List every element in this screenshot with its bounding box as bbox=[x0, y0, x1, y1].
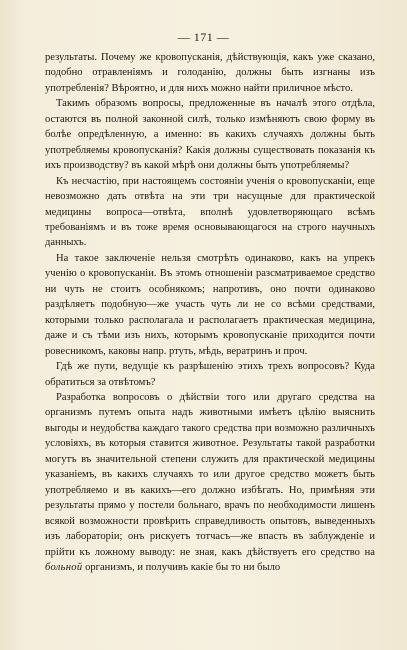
paragraph-6-text-before: Разработка вопросовъ о дѣйствіи того или другаго средства на организмъ путемъ опыта надъ животными имѣетъ цѣлію выяснить выгоды и неудобства каждаго такого средства при возможно различныхъ условіяхъ, въ которыя ставится животное. Результаты такой разработки могутъ въ значительной степени служить для практической медицины указаніемъ, въ какихъ случаяхъ то или другое средство можетъ быть употребляемо и въ какихъ—его должно избѣгать. Но, примѣняя эти результаты прямо у постели больнаго, врачъ по необходимости лишенъ всякой возможности провѣрить справедливость опытовъ, выведенныхъ изъ лабораторіи; онъ рискуетъ тотчасъ—же впасть въ заблужденіе и прійти къ ложному выводу: не зная, какъ дѣйствуетъ его средство на bbox=[45, 391, 375, 558]
paragraph-1: результаты. Почему же кровопусканія, дѣйствующія, какъ уже сказано, подобно отравленіямъ и голоданію, должны быть изгнаны изъ употребленія? Вѣроятно, и для нихъ можно найти приличное мѣсто. bbox=[45, 52, 375, 94]
emphasized-word: больной bbox=[45, 561, 83, 573]
paragraph-2: Такимъ образомъ вопросы, предложенные въ началѣ этого отдѣла, остаются въ полной законной силѣ, только измѣняютъ свою форму въ болѣе опредѣленную, а именно: въ какихъ случаяхъ должны быть употребляемы кровопусканія? Какія должны существовать показанія къ ихъ производству? въ какой мѣрѣ они должны быть употребляемы? bbox=[45, 98, 375, 172]
paragraph-3: Къ несчастію, при настоящемъ состояніи ученія о кровопусканіи, еще невозможно дать отвѣта на эти три насущные для практической медицины вопроса—отвѣта, вполнѣ удовлетворяющаго всѣмъ требованіямъ и въ тоже время основывающагося на строго научныхъ данныхъ. bbox=[45, 175, 375, 249]
body-text bbox=[45, 50, 375, 575]
paragraph-6 bbox=[45, 390, 375, 575]
paragraph-4: На такое заключеніе нельзя смотрѣть одинаково, какъ на упрекъ ученію о кровопусканіи. Въ этомъ отношеніи разсматриваемое средство ни чуть не стоитъ особнякомъ; напротивъ, оно почти одинаково раздѣляетъ подобную—же участь чуть ли не со всѣми средствами, которыми только располагала и располагаетъ практическая медицина, даже и съ тѣми изъ нихъ, которымъ кровопусканіе приходится почти ровесникомъ, каковы напр. ртуть, мѣдь, вератринъ и проч. bbox=[45, 252, 375, 357]
paragraph-6-text-after: организмъ, и получивъ какіе бы то ни было bbox=[82, 561, 281, 573]
paragraph-5: Гдѣ же пути, ведущіе къ разрѣшенію этихъ трехъ вопросовъ? Куда обратиться за отвѣтомъ? bbox=[45, 361, 375, 388]
page-number: — 171 — bbox=[177, 30, 230, 44]
